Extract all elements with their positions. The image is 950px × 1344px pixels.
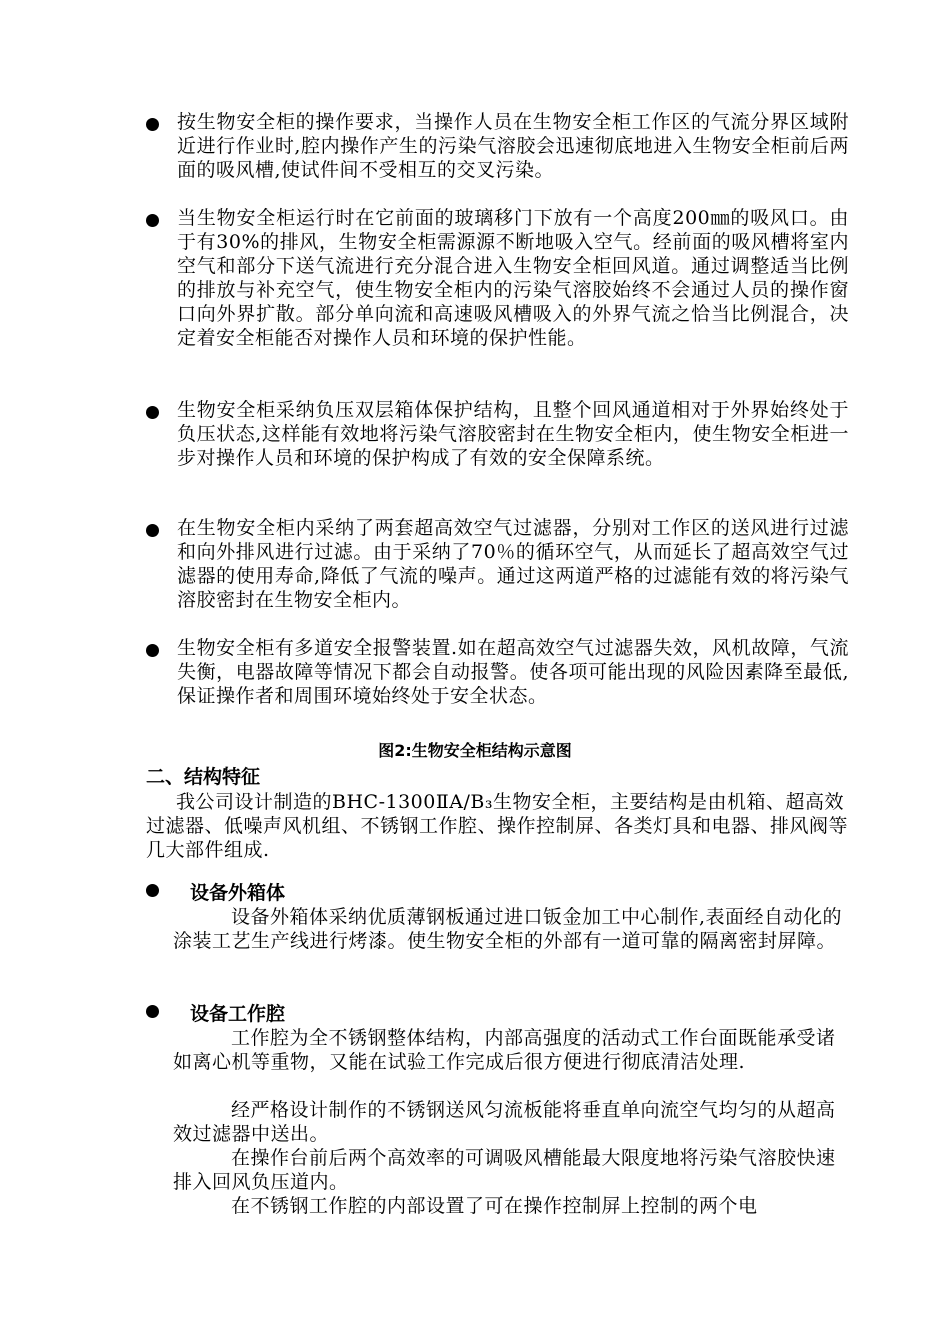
bullet-icon [146, 214, 159, 227]
bullet-icon [146, 1005, 159, 1018]
bullet-icon [146, 884, 159, 897]
bullet-text: 按生物安全柜的操作要求，当操作人员在生物安全柜工作区的气流分界区域附近进行作业时,腔内操作产生的污染气溶胶会迅速彻底地进入生物安全柜前后两面的吸风槽,使试件间不受相互的交叉污染。 [177, 111, 849, 181]
subsection-paragraph: 在不锈钢工作腔的内部设置了可在操作控制屏上控制的两个电 [231, 1195, 758, 1217]
bullet-icon [146, 644, 159, 657]
bullet-text: 生物安全柜有多道安全报警装置.如在超高效空气过滤器失效，风机故障，气流失衡，电器故障等情况下都会自动报警。使各项可能出现的风险因素降至最低,保证操作者和周围环境始终处于安全状态。 [177, 637, 849, 707]
subsection-paragraph: 工作腔为全不锈钢整体结构，内部高强度的活动式工作台面既能承受诸如离心机等重物，又能在试验工作完成后很方便进行彻底清洁处理. [173, 1027, 836, 1073]
subsection-paragraph: 在操作台前后两个高效率的可调吸风槽能最大限度地将污染气溶胶快速排入回风负压道内。 [173, 1147, 836, 1193]
bullet-text: 在生物安全柜内采纳了两套超高效空气过滤器，分别对工作区的送风进行过滤和向外排风进行过滤。由于采纳了70％的循环空气，从而延长了超高效空气过滤器的使用寿命,降低了气流的噪声。通过这两道严格的过滤能有效的将污染气溶胶密封在生物安全柜内。 [177, 517, 849, 611]
bullet-text: 当生物安全柜运行时在它前面的玻璃移门下放有一个高度200㎜的吸风口。由于有30%的排风，生物安全柜需源源不断地吸入空气。经前面的吸风槽将室内空气和部分下送气流进行充分混合进入生物安全柜回风道。通过调整适当比例的排放与补充空气，使生物安全柜内的污染气溶胶始终不会通过人员的操作窗口向外界扩散。部分单向流和高速吸风槽吸入的外界气流之恰当比例混合，决定着安全柜能否对操作人员和环境的保护性能。 [177, 207, 849, 349]
intro-paragraph: 我公司设计制造的BHC-1300ⅡA/B₃生物安全柜，主要结构是由机箱、超高效过滤器、低噪声风机组、不锈钢工作腔、操作控制屏、各类灯具和电器、排风阀等几大部件组成. [146, 791, 849, 861]
bullet-icon [146, 406, 159, 419]
subsection-paragraph: 设备外箱体采纳优质薄钢板通过进口钣金加工中心制作,表面经自动化的涂装工艺生产线进行烤漆。使生物安全柜的外部有一道可靠的隔离密封屏障。 [173, 906, 843, 952]
figure-caption: 图2:生物安全柜结构示意图 [378, 741, 572, 760]
bullet-icon [146, 118, 159, 131]
subsection-paragraph: 经严格设计制作的不锈钢送风匀流板能将垂直单向流空气均匀的从超高效过滤器中送出。 [173, 1099, 836, 1145]
section-heading: 二、结构特征 [146, 766, 261, 788]
bullet-icon [146, 524, 159, 537]
subsection-title: 设备外箱体 [190, 882, 286, 904]
subsection-title: 设备工作腔 [190, 1003, 286, 1025]
bullet-text: 生物安全柜采纳负压双层箱体保护结构，且整个回风通道相对于外界始终处于负压状态,这样能有效地将污染气溶胶密封在生物安全柜内，使生物安全柜进一步对操作人员和环境的保护构成了有效的安全保障系统。 [177, 399, 849, 469]
